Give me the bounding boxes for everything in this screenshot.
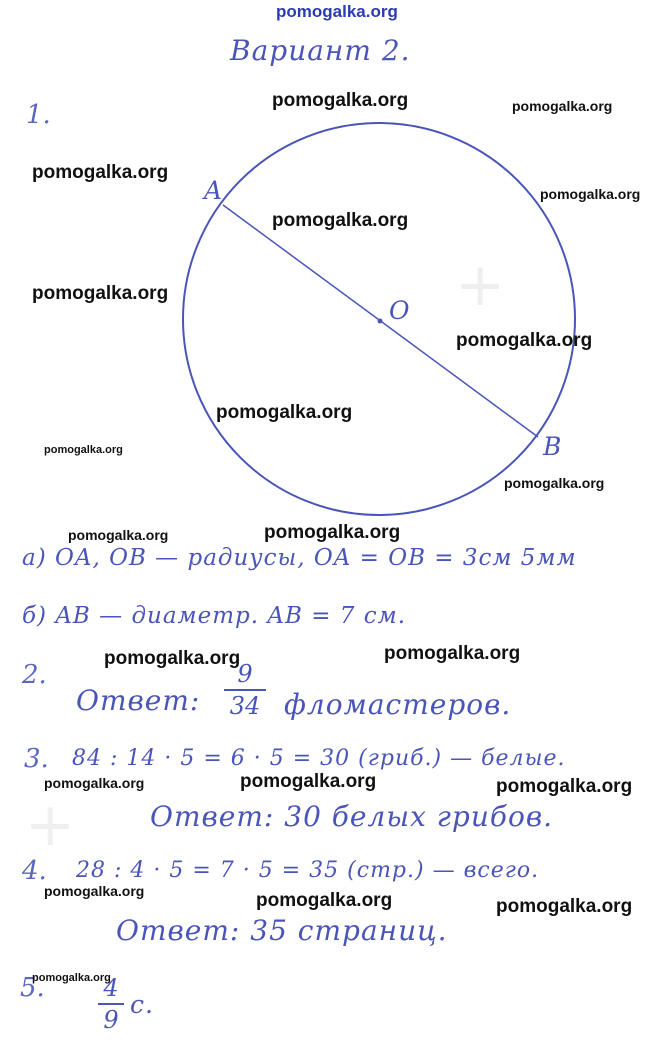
task-5-number: 5. xyxy=(20,973,45,1003)
task-2-answer-suffix: фломастеров. xyxy=(284,688,512,721)
watermark: pomogalka.org xyxy=(264,522,401,543)
watermark: pomogalka.org xyxy=(384,643,521,664)
site-header: pomogalka.org xyxy=(276,2,398,21)
watermark: pomogalka.org xyxy=(240,771,377,792)
watermark: pomogalka.org xyxy=(256,890,393,911)
point-o-label: O xyxy=(389,296,411,325)
watermark: pomogalka.org xyxy=(44,775,145,791)
task-2-answer-prefix: Ответ: xyxy=(76,684,201,717)
watermark: pomogalka.org xyxy=(504,475,605,491)
watermark: pomogalka.org xyxy=(272,90,409,111)
watermark: pomogalka.org xyxy=(44,883,145,899)
variant-title: Вариант 2. xyxy=(230,34,411,67)
watermark: pomogalka.org xyxy=(496,896,633,917)
task-4-answer: Ответ: 35 страниц. xyxy=(116,914,448,947)
task-5-fraction xyxy=(98,976,124,1032)
task-3-number: 3. xyxy=(24,744,49,774)
background-mark: + xyxy=(455,250,506,320)
watermark: pomogalka.org xyxy=(32,283,169,304)
watermark: pomogalka.org xyxy=(32,972,111,984)
task-2-number: 2. xyxy=(22,660,47,690)
watermark: pomogalka.org xyxy=(104,648,241,669)
fraction-bar xyxy=(224,689,266,691)
point-b-label: B xyxy=(543,432,563,461)
task-3-answer: Ответ: 30 белых грибов. xyxy=(150,800,554,833)
center-dot xyxy=(378,319,383,324)
task-1-line-a: а) OA, OB — радиусы, OA = OB = 3см 5мм xyxy=(22,545,577,571)
task-5-fraction-denominator: 9 xyxy=(103,1006,119,1034)
task-4-number: 4. xyxy=(22,856,47,886)
point-a-label: A xyxy=(204,176,224,205)
task-1-number: 1. xyxy=(26,100,51,130)
watermark: pomogalka.org xyxy=(44,444,123,456)
task-5-suffix: с. xyxy=(130,990,154,1019)
task-1-line-b: б) AB — диаметр. AB = 7 см. xyxy=(22,603,407,629)
watermark: pomogalka.org xyxy=(32,162,169,183)
task-3-calculation: 84 : 14 · 5 = 6 · 5 = 30 (гриб.) — белые. xyxy=(72,746,566,771)
task-4-calculation: 28 : 4 · 5 = 7 · 5 = 35 (стр.) — всего. xyxy=(76,858,540,883)
task-2-fraction xyxy=(224,662,266,718)
background-mark: + xyxy=(25,790,76,860)
watermark: pomogalka.org xyxy=(68,527,169,543)
fraction-bar xyxy=(98,1003,124,1005)
watermark: pomogalka.org xyxy=(216,402,353,423)
task-5-fraction-numerator: 4 xyxy=(103,974,119,1002)
watermark: pomogalka.org xyxy=(272,210,409,231)
watermark: pomogalka.org xyxy=(496,776,633,797)
task-2-fraction-numerator: 9 xyxy=(237,660,253,688)
task-2-fraction-denominator: 34 xyxy=(229,692,261,720)
watermark: pomogalka.org xyxy=(456,330,593,351)
watermark: pomogalka.org xyxy=(512,98,613,114)
watermark: pomogalka.org xyxy=(540,186,641,202)
